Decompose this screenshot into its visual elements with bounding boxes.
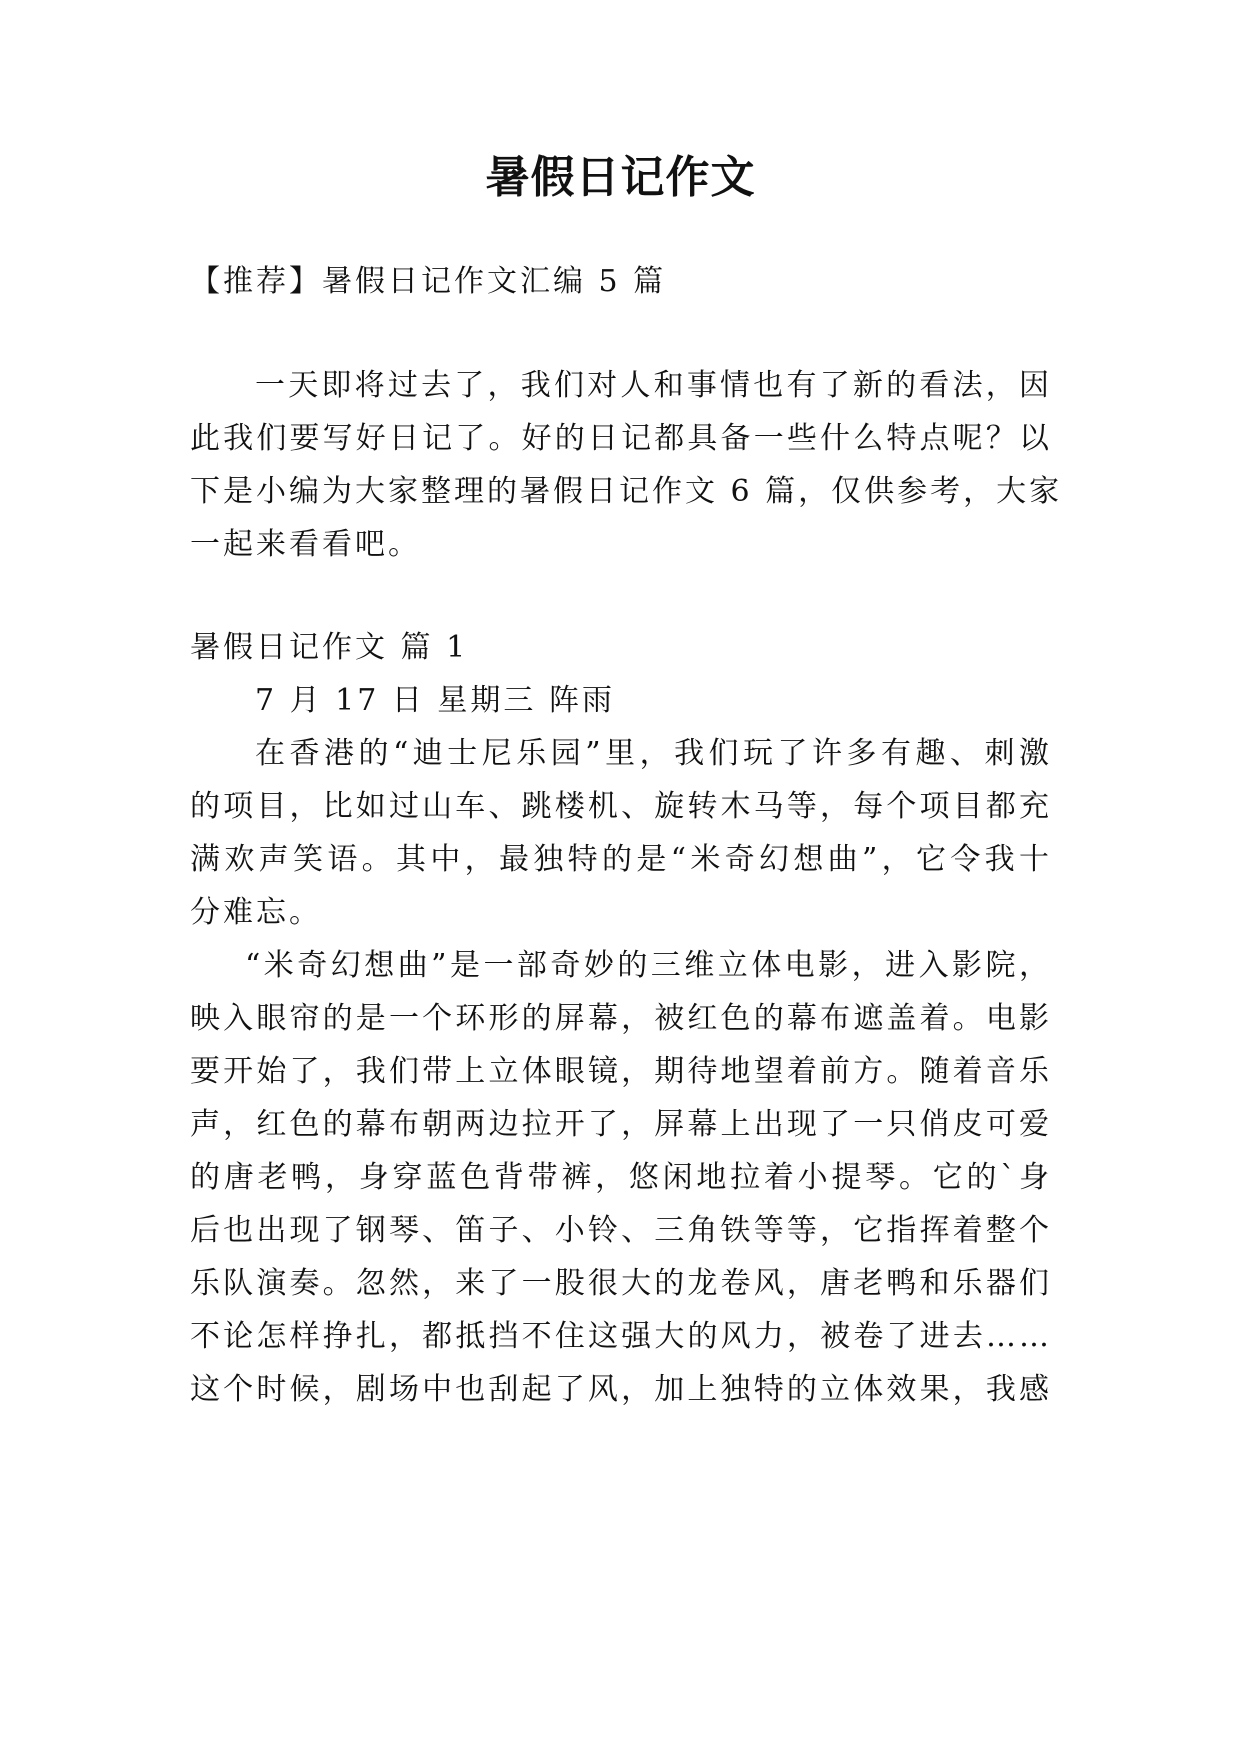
paragraph-line: 后也出现了钢琴、笛子、小铃、三角铁等等，它指挥着整个	[190, 1213, 1052, 1248]
intro-line: 下是小编为大家整理的暑假日记作文 6 篇，仅供参考，大家	[190, 474, 1063, 509]
section-heading: 暑假日记作文 篇 1	[190, 630, 469, 665]
paragraph-line: 的唐老鸭，身穿蓝色背带裤，悠闲地拉着小提琴。它的`身	[190, 1160, 1052, 1195]
paragraph-line: 不论怎样挣扎，都抵挡不住这强大的风力，被卷了进去……	[190, 1319, 1052, 1354]
paragraph-line: 声，红色的幕布朝两边拉开了，屏幕上出现了一只俏皮可爱	[190, 1107, 1052, 1142]
document-title: 暑假日记作文	[485, 152, 756, 203]
paragraph-line: 这个时候，剧场中也刮起了风，加上独特的立体效果，我感	[190, 1372, 1052, 1407]
paragraph-line: “米奇幻想曲”是一部奇妙的三维立体电影，进入影院，	[245, 948, 1052, 983]
paragraph-line: 乐队演奏。忽然，来了一股很大的龙卷风，唐老鸭和乐器们	[190, 1266, 1052, 1301]
intro-line: 此我们要写好日记了。好的日记都具备一些什么特点呢？以	[190, 421, 1052, 456]
intro-line: 一起来看看吧。	[190, 527, 421, 562]
paragraph-line: 分难忘。	[190, 895, 322, 930]
intro-line: 一天即将过去了，我们对人和事情也有了新的看法，因	[255, 368, 1052, 403]
paragraph-line: 满欢声笑语。其中，最独特的是“米奇幻想曲”，它令我十	[190, 842, 1052, 877]
paragraph-line: 映入眼帘的是一个环形的屏幕，被红色的幕布遮盖着。电影	[190, 1001, 1052, 1036]
paragraph-line: 要开始了，我们带上立体眼镜，期待地望着前方。随着音乐	[190, 1054, 1052, 1089]
paragraph-line: 在香港的“迪士尼乐园”里，我们玩了许多有趣、刺激	[255, 736, 1052, 771]
paragraph-line: 的项目，比如过山车、跳楼机、旋转木马等，每个项目都充	[190, 789, 1052, 824]
date-line: 7 月 17 日 星期三 阵雨	[255, 683, 615, 718]
document-subtitle: 【推荐】暑假日记作文汇编 5 篇	[190, 264, 667, 299]
